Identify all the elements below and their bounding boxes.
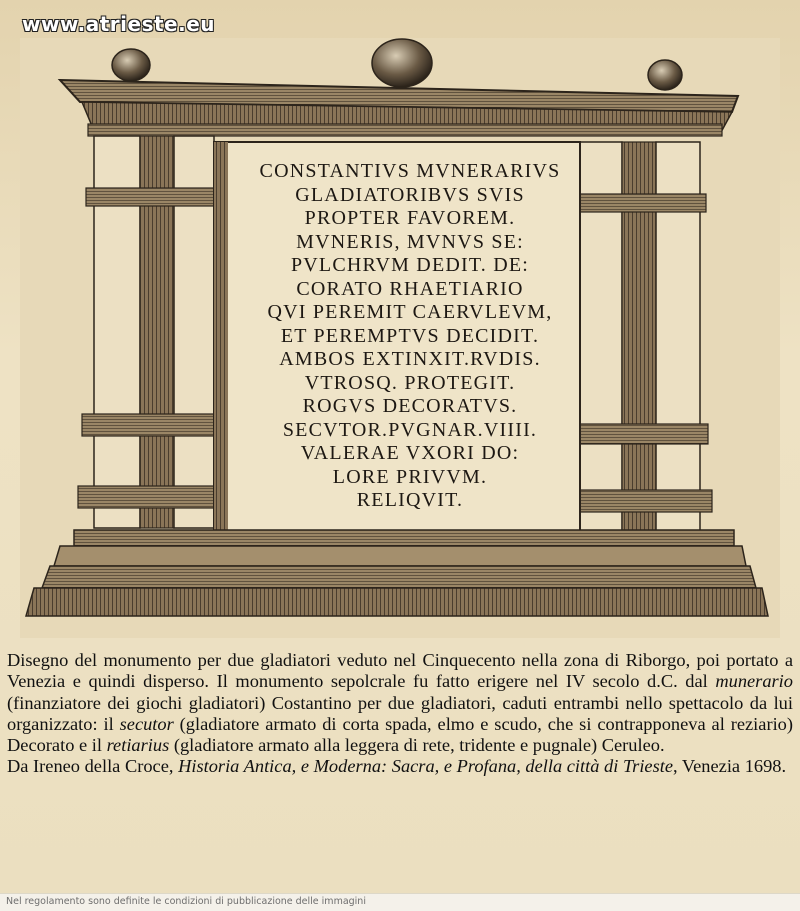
inscription-line: QVI PEREMIT CAERVLEVM, [267, 301, 553, 323]
site-watermark: www.atrieste.eu [22, 12, 216, 36]
inscription-line: LORE PRIVVM. [332, 465, 488, 488]
inscription-line: SECVTOR.PVGNAR.VIIII. [282, 418, 538, 441]
inscription-line: AMBOS EXTINXIT.RVDIS. [279, 348, 541, 370]
caption-text-segment: , Venezia 1698. [673, 756, 787, 777]
inscription-line: CONSTANTIVS MVNERARIVS [259, 160, 561, 182]
right-columns [572, 142, 712, 532]
footer-bar [0, 893, 800, 911]
source-book-title: Historia Antica, e Moderna: Sacra, e Profana, della città di Trieste [178, 756, 674, 777]
inscription-line: VALERAE VXORI DO: [300, 442, 520, 464]
inscription-line: CORATO RHAETIARIO [296, 277, 524, 300]
latin-inscription [228, 160, 592, 570]
finial-center [372, 39, 432, 87]
inscription-line: PROPTER FAVOREM. [304, 207, 516, 229]
inscription-line: ROGVS DECORATVS. [302, 395, 518, 417]
caption-paragraph-description [7, 650, 793, 756]
woodcut-illustration [20, 38, 780, 638]
inscription-line: ET PEREMPTVS DECIDIT. [280, 324, 540, 347]
footer-notice: Nel regolamento sono definite le condizioni di pubblicazione delle immagini [6, 896, 366, 907]
caption-text [7, 650, 793, 778]
caption-italic-term: retiarius [106, 735, 170, 756]
left-columns [78, 136, 224, 528]
inscription-line: PVLCHRVM DEDIT. DE: [290, 254, 530, 276]
caption-text-segment: Da Ireneo della Croce, [7, 756, 179, 777]
inscription-line: VTROSQ. PROTEGIT. [304, 371, 516, 394]
caption-italic-term: secutor [119, 713, 174, 734]
caption-italic-term: munerario [715, 671, 793, 692]
caption-text-segment: (finanziatore dei giochi gladiatori) Costantino per due gladiatori, caduti entrambi nello spettacolo da lui organizzato: il [7, 692, 793, 734]
inscription-line: MVNERIS, MVNVS SE: [296, 230, 524, 253]
caption-text-segment: Disegno del monumento per due gladiatori veduto nel Cinquecento nella zona di Riborgo, poi portato a Venezia e quindi disperso. Il monumento sepolcrale fu fatto erigere nel IV secolo d.C. dal [7, 650, 793, 692]
inscription-line: GLADIATORIBVS SVIS [295, 183, 525, 206]
finial-right [648, 60, 682, 90]
inscription-line: RELIQVIT. [356, 489, 464, 511]
caption-text-segment: (gladiatore armato alla leggera di rete, tridente e pugnale) Ceruleo. [169, 735, 665, 756]
caption-paragraph-source [7, 756, 793, 777]
finial-left [112, 49, 150, 81]
caption-text-segment: (gladiatore armato di corta spada, elmo e scudo, che si contrapponeva al reziario) Decorato e il [7, 713, 793, 756]
